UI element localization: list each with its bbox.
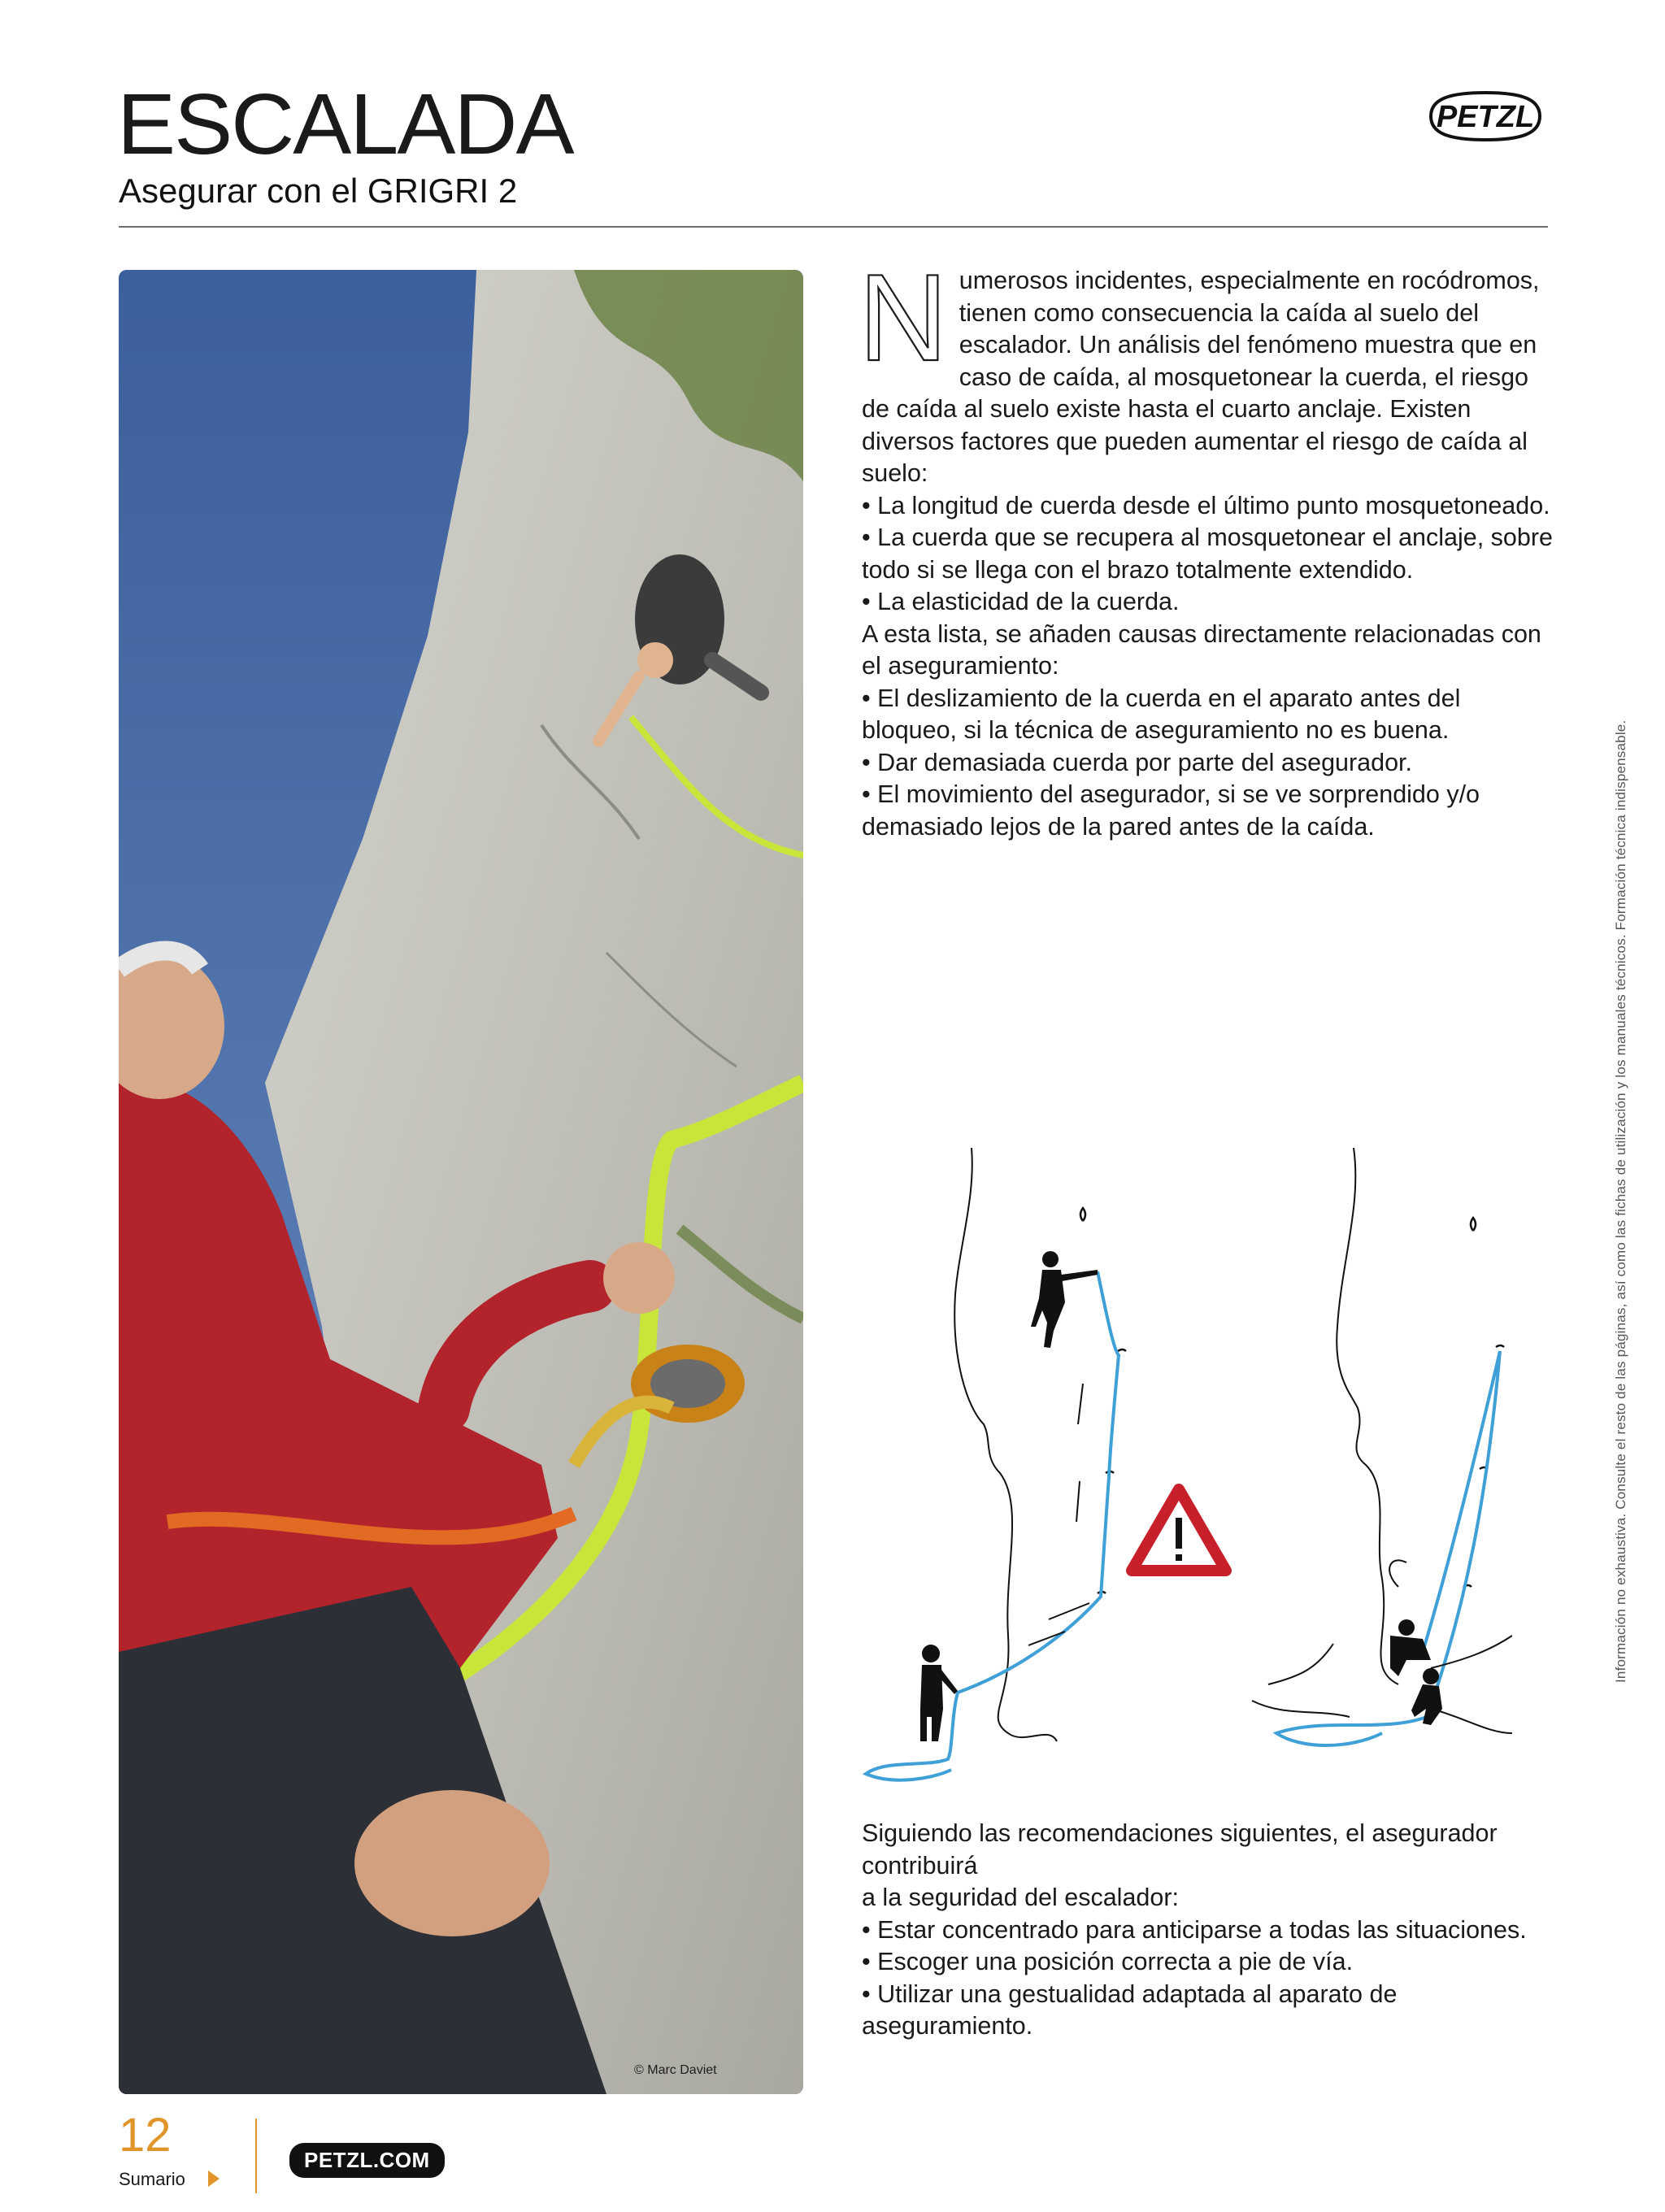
fall-diagram [862, 1148, 1512, 1790]
photo-credit: © Marc Daviet [634, 2063, 717, 2077]
closing-line: a la seguridad del escalador: [862, 1884, 1179, 1911]
list-item: • Utilizar una gestualidad adaptada al aparato de aseguramiento. [862, 1979, 1561, 2043]
correct-belay-scene [866, 1148, 1126, 1780]
list-item: • Estar concentrado para anticiparse a todas las situaciones. [862, 1914, 1561, 1947]
list-item: • La elasticidad de la cuerda. [862, 586, 1561, 619]
footer-divider [255, 2119, 257, 2193]
website-link[interactable]: PETZL.COM [289, 2143, 445, 2178]
drop-cap: N [859, 249, 948, 387]
list-item: • La cuerda que se recupera al mosquetonear el anclaje, sobre todo si se llega con el brazo totalmente extendido. [862, 522, 1561, 586]
chevron-right-icon[interactable] [208, 2171, 220, 2187]
causes-intro: A esta lista, se añaden causas directamente relacionadas con el aseguramiento: [862, 619, 1541, 680]
logo-text: PETZL [1436, 100, 1535, 134]
disclaimer-note: Información no exhaustiva. Consulte el resto de las páginas, así como las fichas de utilización y los manuales técnicos. Formación técnica indispensable. [1613, 719, 1628, 1683]
warning-triangle-icon [1132, 1489, 1226, 1571]
closing-line: Siguiendo las recomendaciones siguientes, el asegurador contribuirá [862, 1819, 1498, 1880]
petzl-logo [1424, 88, 1546, 145]
page-number: 12 [119, 2109, 172, 2162]
list-item: • La longitud de cuerda desde el último punto mosquetoneado. [862, 490, 1561, 523]
sumario-link[interactable]: Sumario [119, 2169, 185, 2189]
list-item: • Dar demasiada cuerda por parte del asegurador. [862, 747, 1561, 780]
intro-text [859, 249, 1561, 843]
list-item: • El deslizamiento de la cuerda en el aparato antes del bloqueo, si la técnica de aseguramiento no es buena. [862, 683, 1561, 747]
ground-fall-scene [1252, 1148, 1512, 1745]
closing-text [862, 1818, 1561, 2043]
list-item: • Escoger una posición correcta a pie de vía. [862, 1946, 1561, 1979]
list-item: • El movimiento del asegurador, si se ve sorprendido y/o demasiado lejos de la pared antes de la caída. [862, 779, 1561, 843]
section-title: ESCALADA [117, 76, 573, 172]
header-divider [119, 226, 1548, 228]
page-subtitle: Asegurar con el GRIGRI 2 [119, 172, 518, 210]
climbing-photo [119, 270, 803, 2094]
intro-paragraph: umerosos incidentes, especialmente en rocódromos, tienen como consecuencia la caída al suelo del escalador. Un análisis del fenómeno muestra que en caso de caída, al mosquetonear la cuerda, el riesgo de caída al suelo existe hasta el cuarto anclaje. Existen diversos factores que pueden aumentar el riesgo de caída al suelo: [862, 267, 1540, 487]
